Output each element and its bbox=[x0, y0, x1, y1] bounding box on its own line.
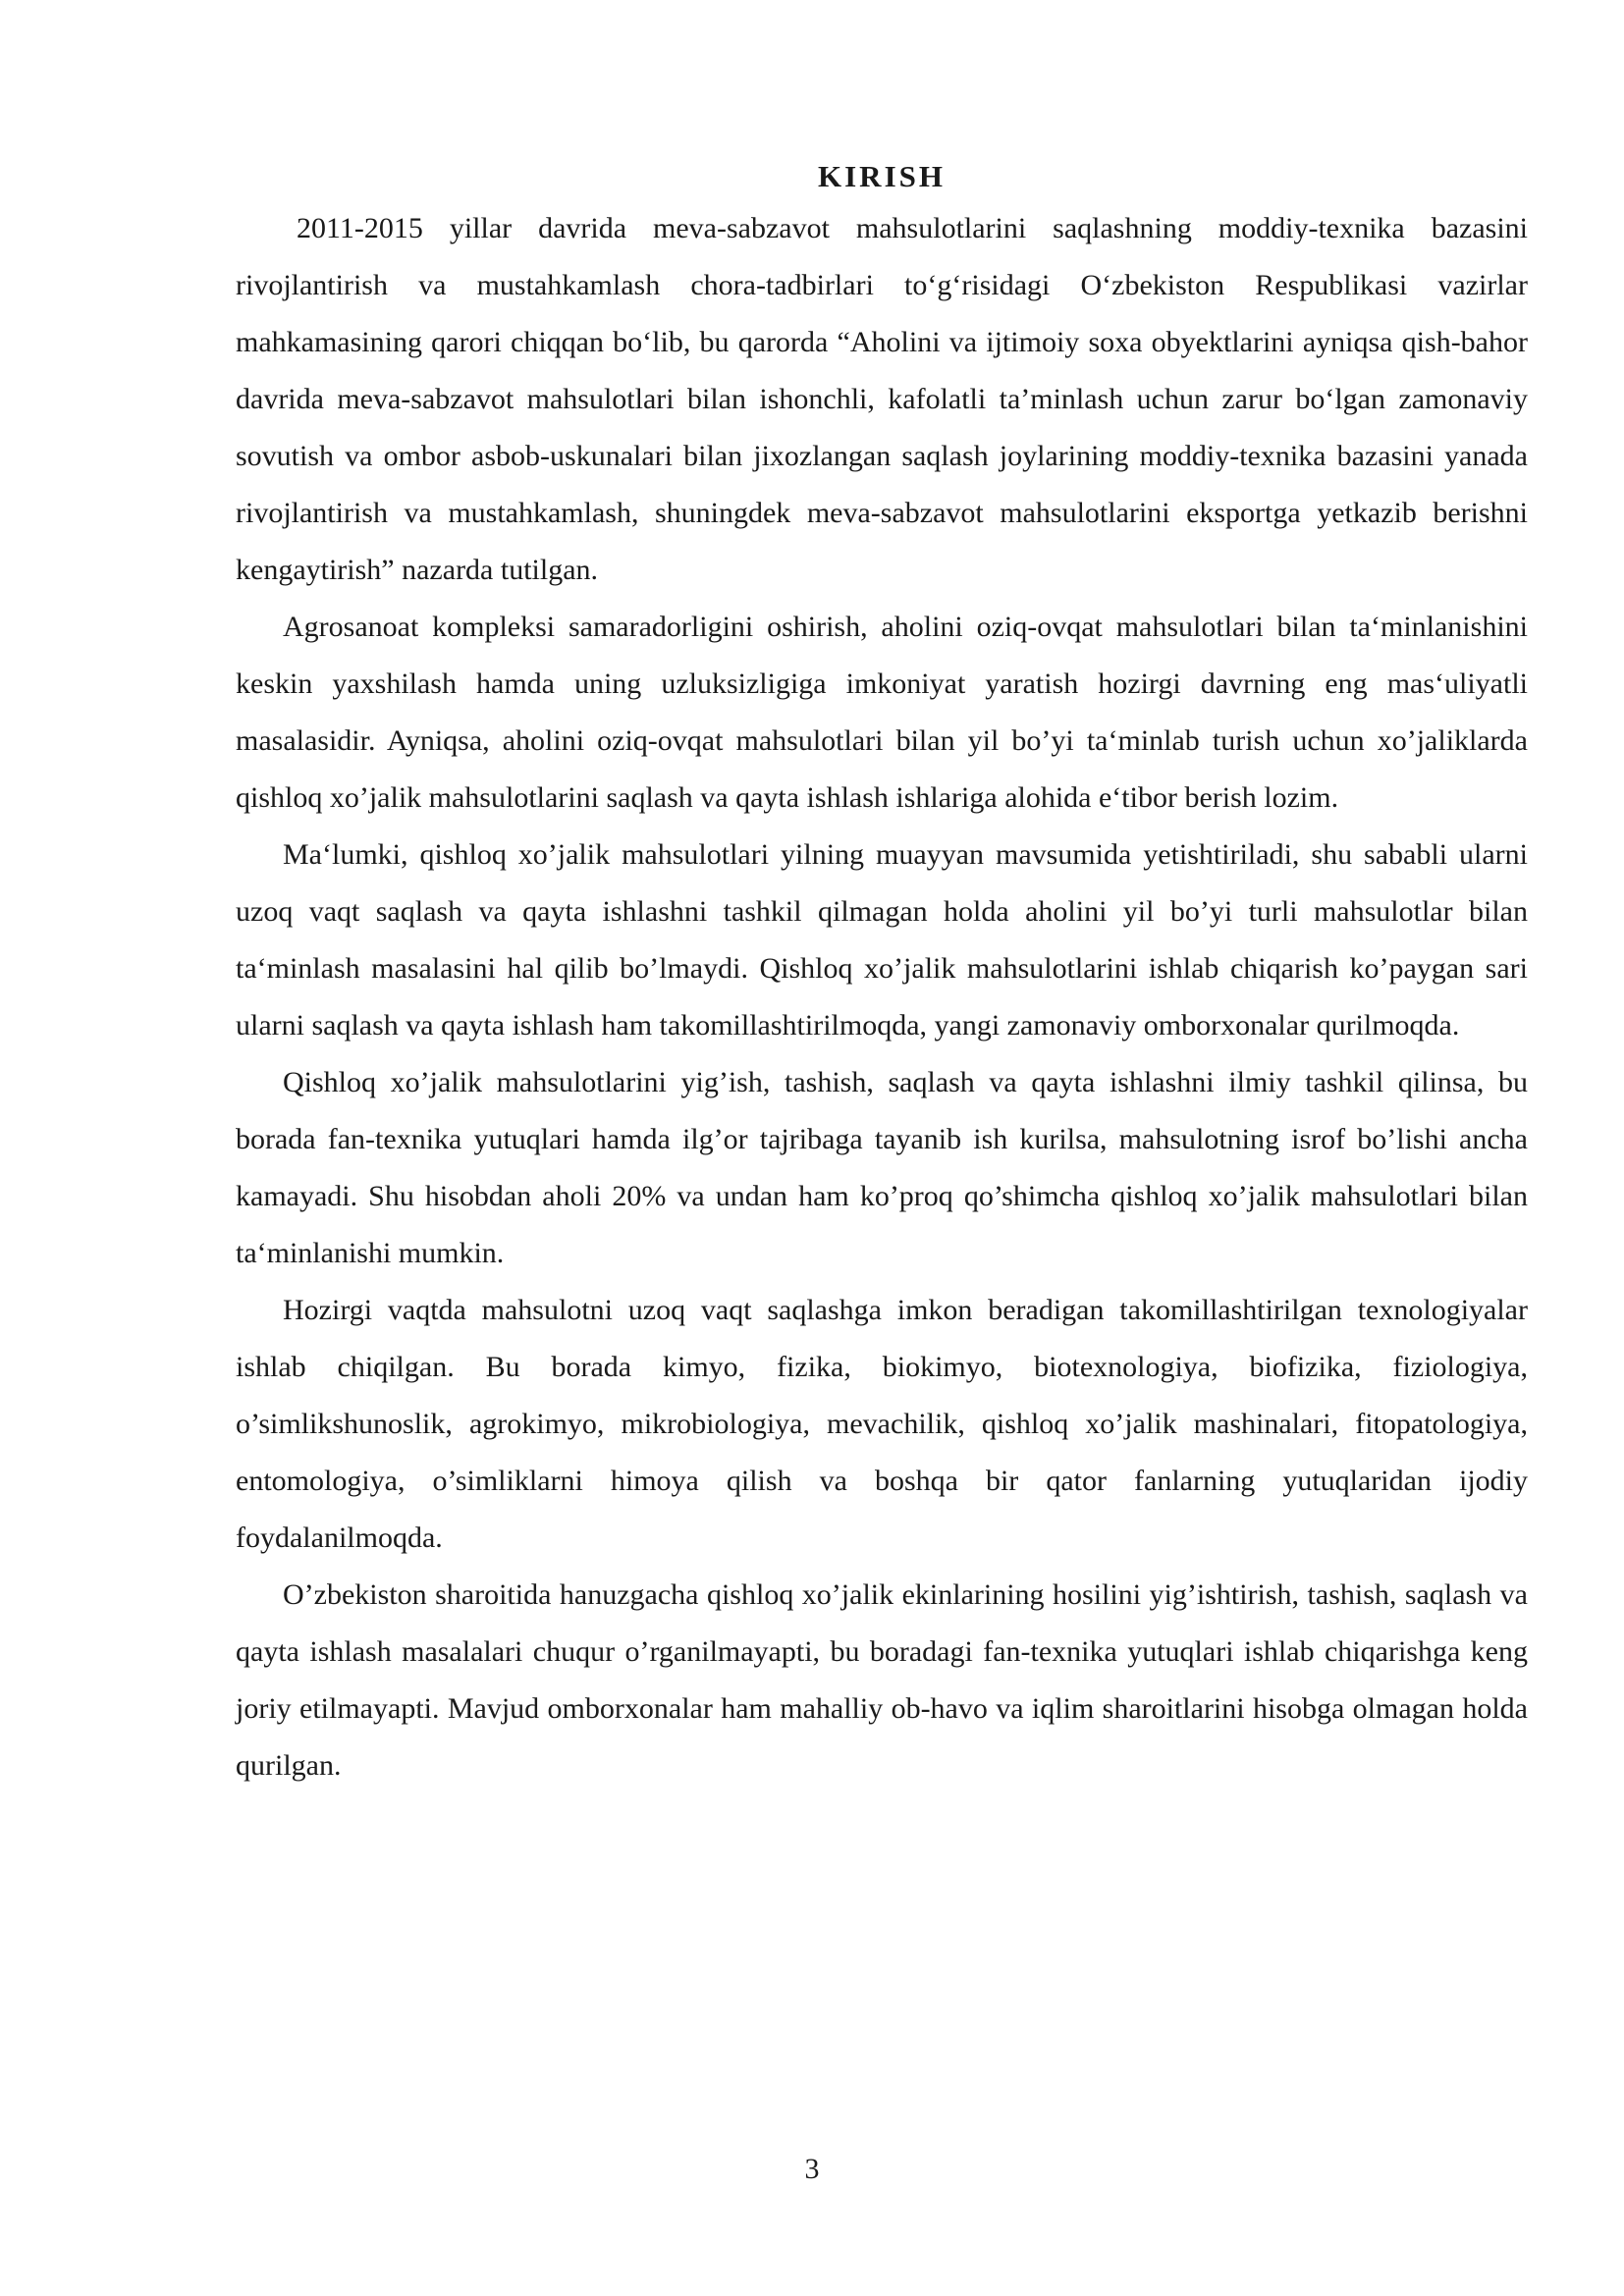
paragraph-5: Hozirgi vaqtda mahsulotni uzoq vaqt saqlashga imkon beradigan takomillashtirilgan texnologiyalar ishlab chiqilgan. Bu borada kimyo, fizika, biokimyo, biotexnologiya, biofizika, fiziologiya, o’simlikshunoslik, agrokimyo, mikrobiologiya, mevachilik, qishloq xo’jalik mashinalari, fitopatologiya, entomologiya, o’simliklarni himoya qilish va boshqa bir qator fanlarning yutuqlaridan ijodiy foydalanilmoqda. bbox=[236, 1294, 1528, 1554]
paragraph-6: O’zbekiston sharoitida hanuzgacha qishloq xo’jalik ekinlarining hosilini yig’ishtirish, tashish, saqlash va qayta ishlash masalalari chuqur o’rganilmayapti, bu boradagi fan-texnika yutuqlari ishlab chiqarishga keng joriy etilmayapti. Mavjud omborxonalar ham mahalliy ob-havo va iqlim sharoitlarini hisobga olmagan holda qurilgan. bbox=[236, 1578, 1528, 1782]
paragraph-2: Agrosanoat kompleksi samaradorligini oshirish, aholini oziq-ovqat mahsulotlari bilan ta‘minlanishini keskin yaxshilash hamda uning uzluksizligiga imkoniyat yaratish hozirgi davrning eng mas‘uliyatli masalasidir. Ayniqsa, aholini oziq-ovqat mahsulotlari bilan yil bo’yi ta‘minlab turish uchun xo’jaliklarda qishloq xo’jalik mahsulotlarini saqlash va qayta ishlash ishlariga alohida e‘tibor berish lozim. bbox=[236, 611, 1528, 814]
page-number: 3 bbox=[804, 2153, 820, 2185]
paragraph-4: Qishloq xo’jalik mahsulotlarini yig’ish, tashish, saqlash va qayta ishlashni ilmiy tashkil qilinsa, bu borada fan-texnika yutuqlari hamda ilg’or tajribaga tayanib ish kurilsa, mahsulotning isrof bo’lishi ancha kamayadi. Shu hisobdan aholi 20% va undan ham ko’proq qo’shimcha qishloq xo’jalik mahsulotlari bilan ta‘minlanishi mumkin. bbox=[236, 1066, 1528, 1269]
paragraph-1: 2011-2015 yillar davrida meva-sabzavot mahsulotlarini saqlashning moddiy-texnika bazasini rivojlantirish va mustahkamlash chora-tadbirlari to‘g‘risidagi O‘zbekiston Respublikasi vazirlar mahkamasining qarori chiqqan bo‘lib, bu qarorda “Aholini va ijtimoiy soxa obyektlarini ayniqsa qish-bahor davrida meva-sabzavot mahsulotlari bilan ishonchli, kafolatli ta’minlash uchun zarur bo‘lgan zamonaviy sovutish va ombor asbob-uskunalari bilan jixozlangan saqlash joylarining moddiy-texnika bazasini yanada rivojlantirish va mustahkamlash, shuningdek meva-sabzavot mahsulotlarini eksportga yetkazib berishni kengaytirish” nazarda tutilgan. bbox=[236, 212, 1528, 586]
section-heading: KIRISH bbox=[818, 159, 946, 193]
document-page bbox=[236, 157, 1528, 1794]
paragraph-3: Ma‘lumki, qishloq xo’jalik mahsulotlari yilning muayyan mavsumida yetishtiriladi, shu sababli ularni uzoq vaqt saqlash va qayta ishlashni tashkil qilmagan holda aholini yil bo’yi turli mahsulotlar bilan ta‘minlash masalasini hal qilib bo’lmaydi. Qishloq xo’jalik mahsulotlarini ishlab chiqarish ko’paygan sari ularni saqlash va qayta ishlash ham takomillashtirilmoqda, yangi zamonaviy omborxonalar qurilmoqda. bbox=[236, 838, 1528, 1041]
